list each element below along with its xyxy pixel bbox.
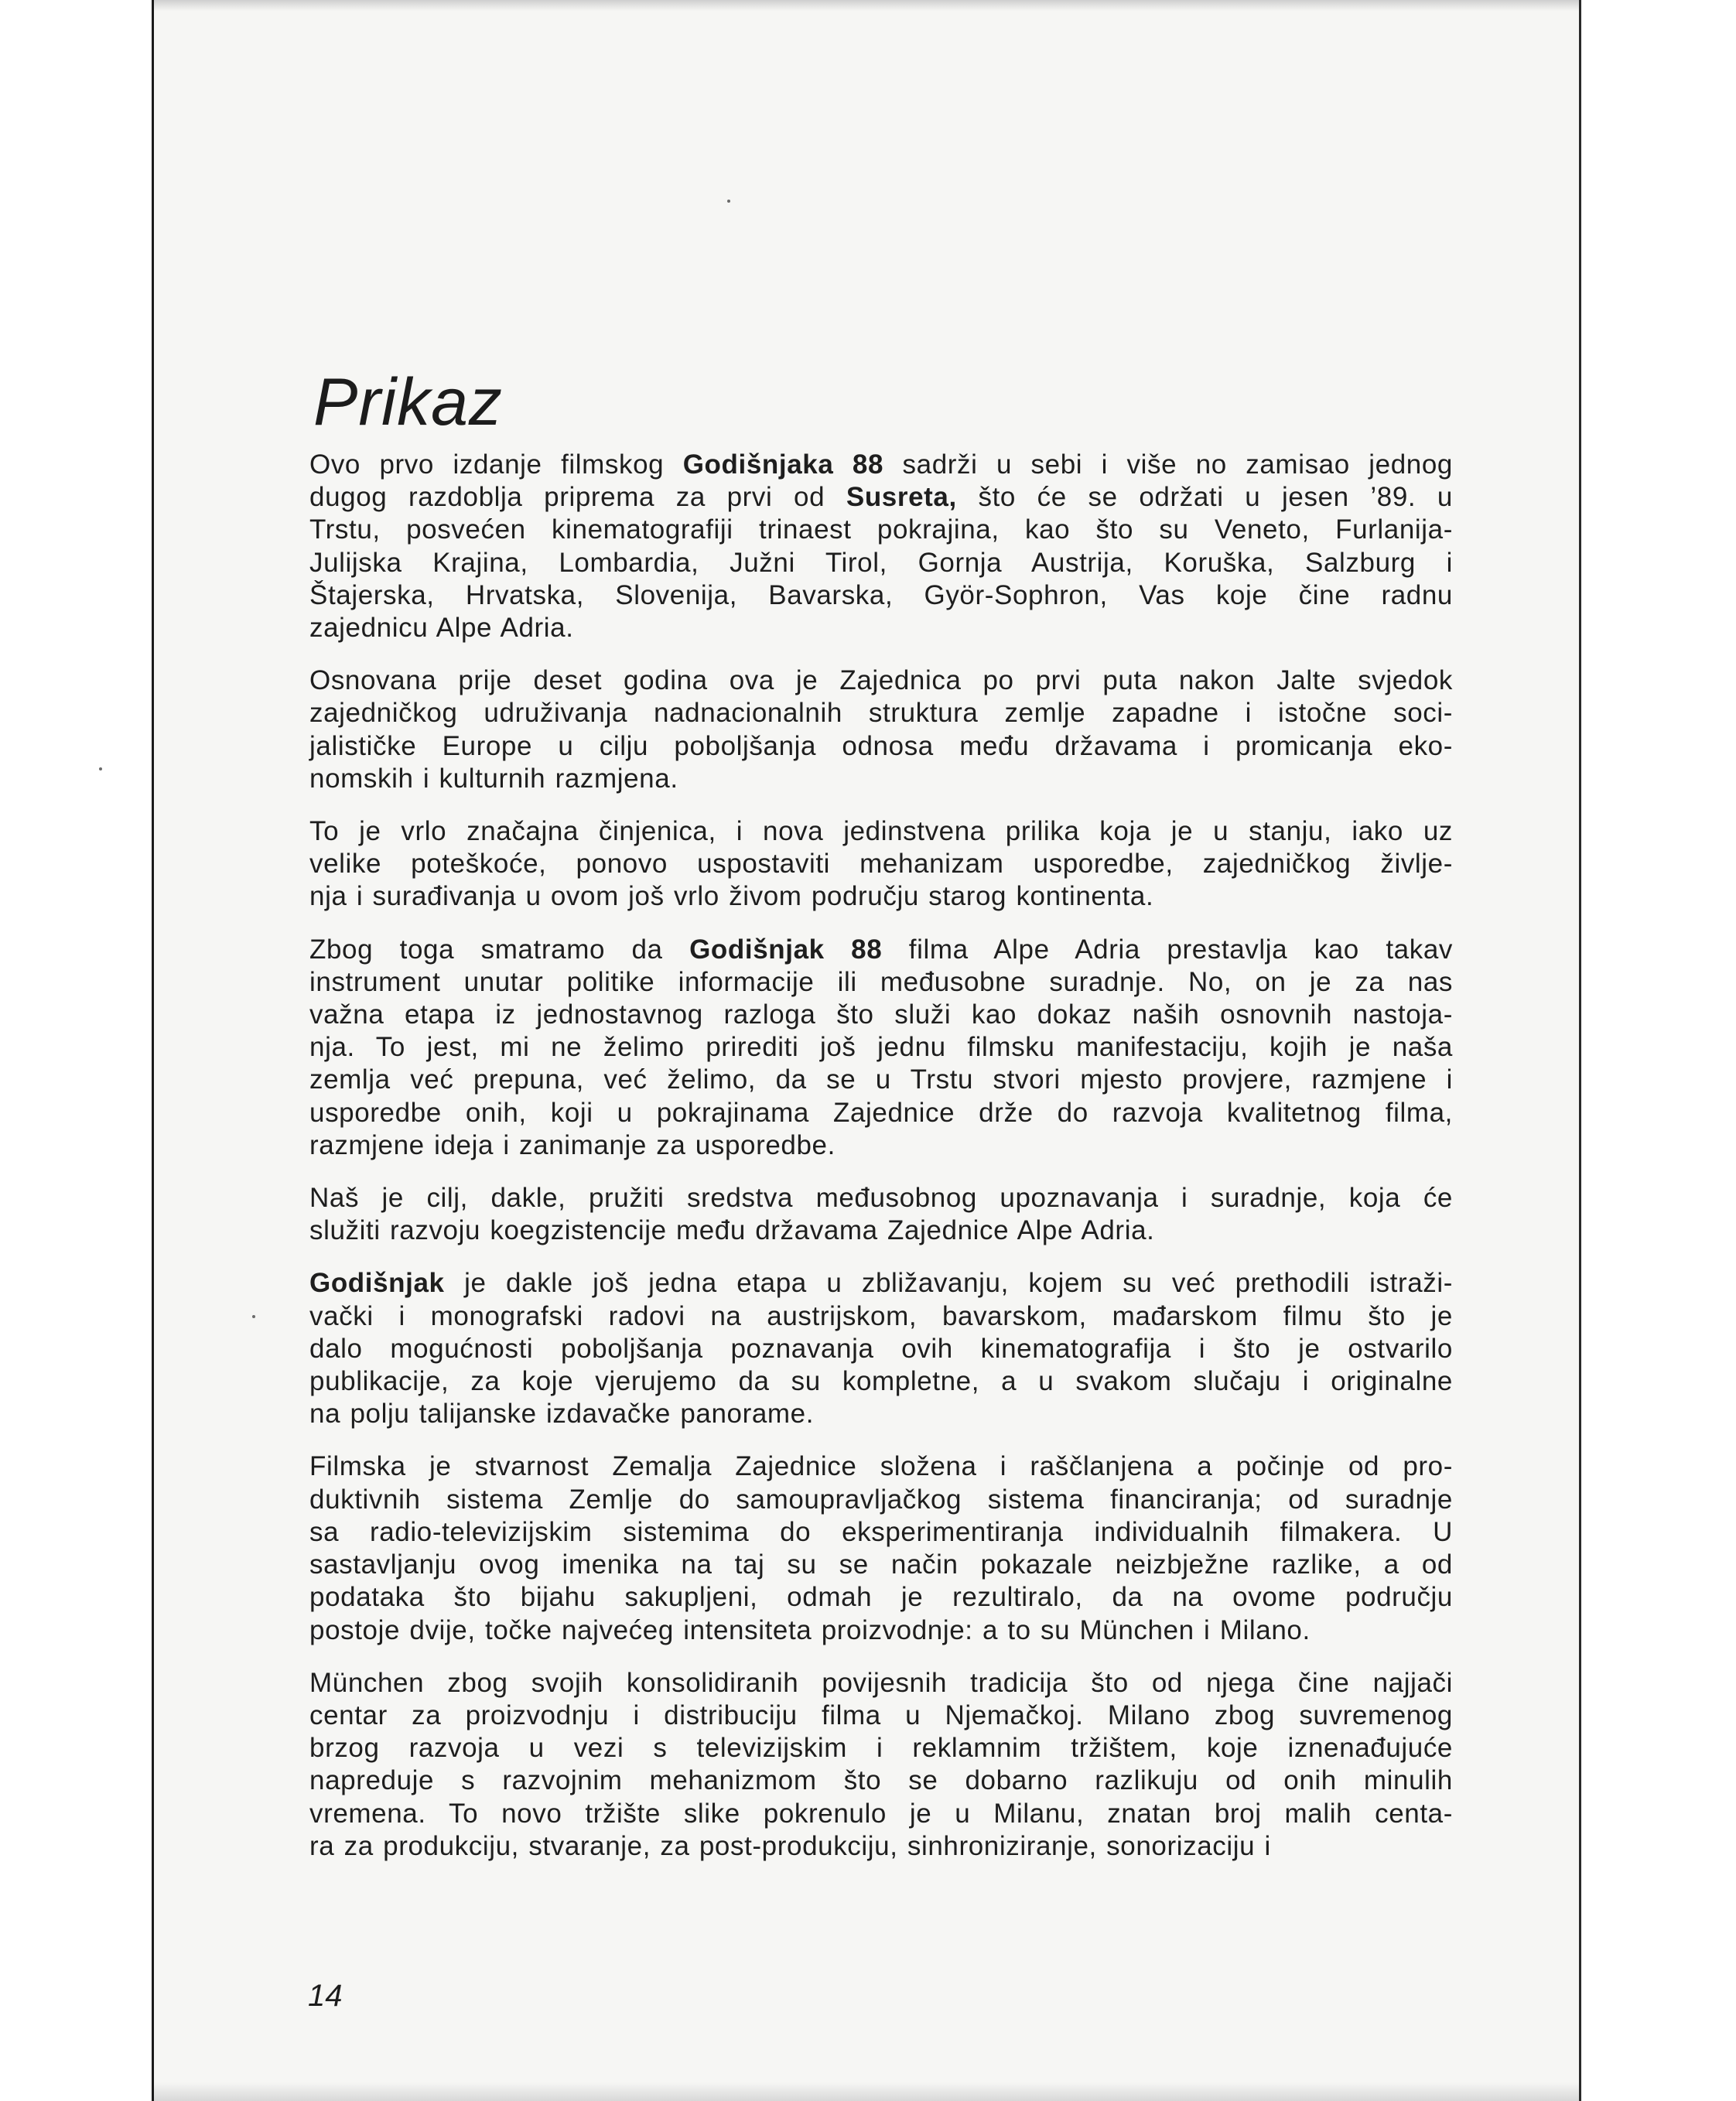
text-line — [309, 999, 1453, 1031]
text-run: instrument unutar politike informacije ili međusobne suradnje. No, on je za nas — [309, 966, 1453, 997]
page-number: 14 — [308, 1979, 343, 2013]
text-line — [309, 697, 1453, 729]
text-line — [309, 664, 1453, 697]
paragraph — [309, 934, 1453, 1162]
bold-term: Godišnjak — [309, 1268, 445, 1299]
text-run: služiti razvoju koegzistencije među državama Zajednice Alpe Adria. — [309, 1215, 1155, 1246]
text-run: usporedbe onih, koji u pokrajinama Zajednice drže do razvoja kvalitetnog filma, — [309, 1097, 1453, 1128]
text-run: vački i monografski radovi na austrijskom, bavarskom, mađarskom filmu što je — [309, 1300, 1453, 1331]
text-line — [309, 815, 1453, 848]
text-run: je dakle još jedna etapa u zbližavanju, kojem su već prethodili istraži- — [444, 1268, 1453, 1299]
scan-speck — [99, 767, 102, 770]
paragraph — [309, 815, 1453, 914]
text-line — [309, 547, 1453, 579]
text-run: sadrži u sebi i više no zamisao jednog — [883, 449, 1453, 480]
text-line — [309, 1182, 1453, 1214]
text-run: Julijska Krajina, Lombardia, Južni Tirol, Gornja Austrija, Koruška, Salzburg i — [309, 547, 1453, 578]
text-run: centar za proizvodnju i distribuciju filma u Njemačkoj. Milano zbog suvremenog — [309, 1700, 1453, 1730]
text-run: podataka što bijahu sakupljeni, odmah je rezultiralo, da na ovome području — [309, 1582, 1453, 1613]
text-line — [309, 612, 1453, 644]
text-line — [309, 1333, 1453, 1365]
text-run: jalističke Europe u cilju poboljšanja odnosa među državama i promicanja eko- — [309, 730, 1453, 761]
text-line — [309, 934, 1453, 966]
text-run: vremena. To novo tržište slike pokrenulo je u Milanu, znatan broj malih centa- — [309, 1798, 1453, 1829]
text-line — [309, 1214, 1453, 1247]
text-run: duktivnih sistema Zemlje do samoupravljačkog sistema financiranja; od suradnje — [309, 1484, 1453, 1515]
text-run: zajedničkog udruživanja nadnacionalnih struktura zemlje zapadne i istočne soci- — [309, 698, 1453, 729]
text-run: postoje dvije, točke najvećeg intensiteta proizvodnje: a to su München i Milano. — [309, 1614, 1311, 1645]
text-line — [309, 1516, 1453, 1549]
text-line — [309, 1484, 1453, 1516]
bold-term: Susreta, — [846, 482, 957, 513]
text-line — [309, 730, 1453, 763]
text-line — [309, 1031, 1453, 1064]
text-run: na polju talijanske izdavačke panorame. — [309, 1399, 815, 1430]
text-line — [309, 449, 1453, 481]
text-line — [309, 1365, 1453, 1398]
text-line — [309, 1450, 1453, 1483]
text-line — [309, 848, 1453, 880]
bold-term: Godišnjak 88 — [689, 934, 883, 965]
text-run: ra za produkciju, stvaranje, za post-produkciju, sinhroniziranje, sonorizaciju i — [309, 1830, 1271, 1861]
article-body — [309, 449, 1453, 1883]
text-run: što će se održati u jesen ’89. u — [956, 482, 1453, 513]
text-run: Ovo prvo izdanje filmskog — [309, 449, 683, 480]
bold-term: Godišnjaka 88 — [682, 449, 884, 480]
text-run: To je vrlo značajna činjenica, i nova jedinstvena prilika koja je u stanju, iako uz — [309, 816, 1453, 847]
text-run: publikacije, za koje vjerujemo da su kompletne, a u svakom slučaju i originalne — [309, 1366, 1453, 1397]
text-line — [309, 1129, 1453, 1162]
text-line — [309, 1267, 1453, 1300]
text-line — [309, 1732, 1453, 1764]
paragraph — [309, 449, 1453, 644]
text-line — [309, 966, 1453, 999]
text-run: nomskih i kulturnih razmjena. — [309, 763, 678, 794]
text-line — [309, 1700, 1453, 1732]
text-line — [309, 880, 1453, 913]
text-run: Trstu, posvećen kinematografiji trinaest pokrajina, kao što su Veneto, Furlanija- — [309, 514, 1453, 545]
text-run: napreduje s razvojnim mehanizmom što se dobarno razlikuju od onih minulih — [309, 1765, 1453, 1796]
text-run: filma Alpe Adria prestavlja kao takav — [882, 934, 1453, 965]
scan-speck — [727, 200, 730, 203]
text-line — [309, 579, 1453, 612]
text-run: velike poteškoće, ponovo uspostaviti mehanizam usporedbe, zajedničkog življe- — [309, 849, 1453, 880]
text-run: razmjene ideja i zanimanje za usporedbe. — [309, 1129, 836, 1160]
text-run: sa radio-televizijskim sistemima do eksperimentiranja individualnih filmakera. U — [309, 1516, 1453, 1547]
text-line — [309, 1097, 1453, 1129]
text-run: München zbog svojih konsolidiranih povijesnih tradicija što od njega čine najjači — [309, 1667, 1453, 1698]
text-line — [309, 1798, 1453, 1830]
text-run: sastavljanju ovog imenika na taj su se način pokazale neizbježne razlike, a od — [309, 1549, 1453, 1580]
text-run: Naš je cilj, dakle, pružiti sredstva međusobnog upoznavanja i suradnje, koja će — [309, 1183, 1453, 1214]
scan-speck — [252, 1315, 255, 1318]
page-title: Prikaz — [313, 365, 503, 439]
text-run: brzog razvoja u vezi s televizijskim i reklamnim tržištem, koje iznenađujuće — [309, 1733, 1453, 1764]
text-line — [309, 1549, 1453, 1581]
text-run: važna etapa iz jednostavnog razloga što služi kao dokaz naših osnovnih nastoja- — [309, 999, 1453, 1030]
text-run: nja. To jest, mi ne želimo prirediti još jednu filmsku manifestaciju, kojih je naša — [309, 1032, 1453, 1063]
paragraph — [309, 664, 1453, 795]
paragraph — [309, 1267, 1453, 1430]
text-line — [309, 514, 1453, 546]
text-line — [309, 1398, 1453, 1430]
text-run: Štajerska, Hrvatska, Slovenija, Bavarska, Györ-Sophron, Vas koje čine radnu — [309, 579, 1453, 610]
text-run: dugog razdoblja priprema za prvi od — [309, 482, 846, 513]
text-run: Osnovana prije deset godina ova je Zajednica po prvi puta nakon Jalte svjedok — [309, 665, 1453, 696]
text-line — [309, 1581, 1453, 1614]
text-line — [309, 1064, 1453, 1096]
paragraph — [309, 1450, 1453, 1646]
text-run: nja i surađivanja u ovom još vrlo živom području starog kontinenta. — [309, 881, 1154, 912]
text-run: zajednicu Alpe Adria. — [309, 613, 574, 644]
text-line — [309, 1667, 1453, 1700]
text-run: dalo mogućnosti poboljšanja poznavanja ovih kinematografija i što je ostvarilo — [309, 1333, 1453, 1364]
text-run: Zbog toga smatramo da — [309, 934, 690, 965]
text-run: Filmska je stvarnost Zemalja Zajednice složena i raščlanjena a počinje od pro- — [309, 1451, 1453, 1482]
paragraph — [309, 1182, 1453, 1247]
text-line — [309, 1830, 1453, 1863]
paragraph — [309, 1667, 1453, 1863]
text-line — [309, 481, 1453, 514]
text-line — [309, 1614, 1453, 1647]
text-line — [309, 1764, 1453, 1797]
text-line — [309, 1300, 1453, 1333]
text-line — [309, 763, 1453, 795]
text-run: zemlja već prepuna, već želimo, da se u Trstu stvori mjesto provjere, razmjene i — [309, 1064, 1453, 1095]
